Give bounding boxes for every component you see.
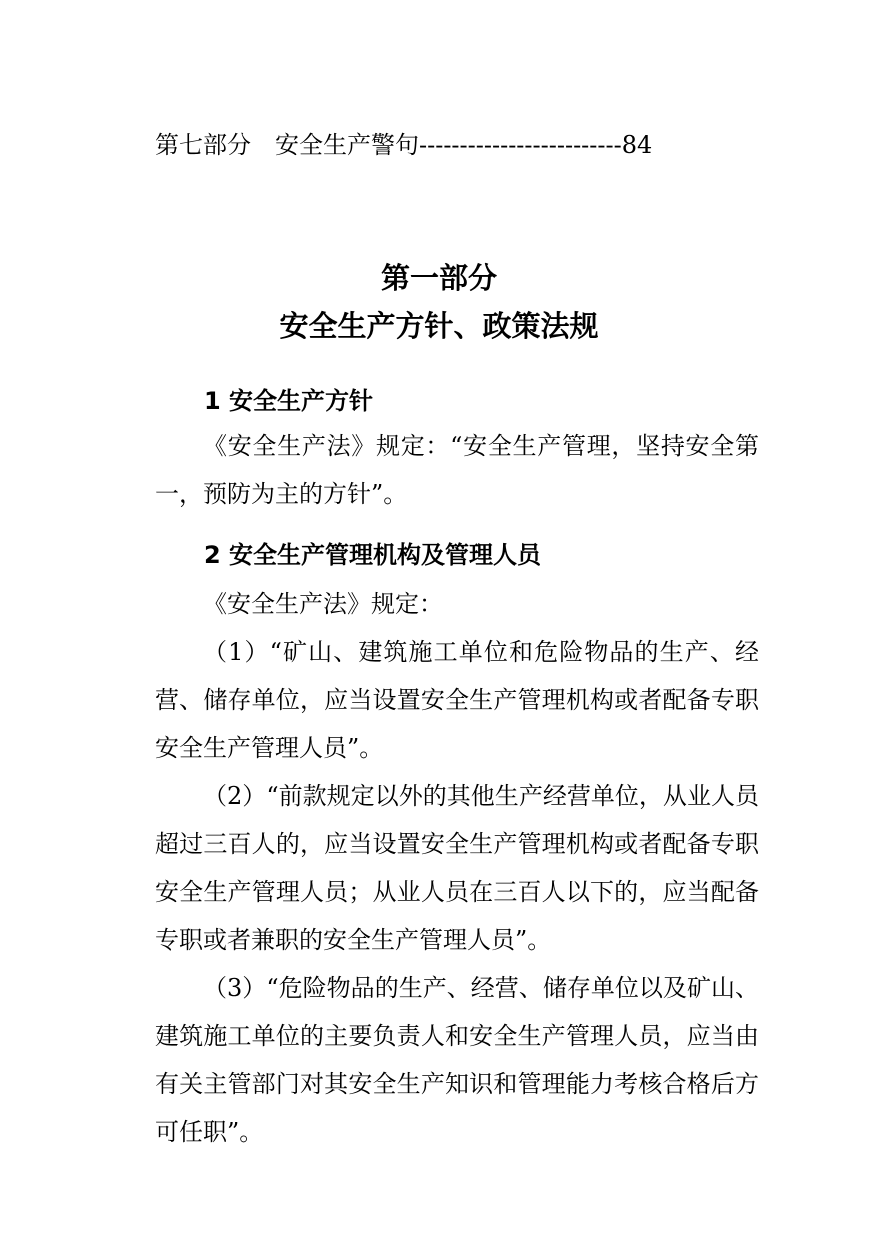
paragraph: 《安全生产法》规定： — [203, 590, 443, 618]
section-heading: 1 安全生产方针 — [204, 387, 374, 415]
part-title: 第一部分 — [380, 261, 497, 295]
paragraph: （1）“矿山、建筑施工单位和危险物品的生产、经营、储存单位，应当设置安全生产管理机构或者配备专职安全生产管理人员”。 — [155, 638, 759, 762]
toc-entry: 第七部分 安全生产警句-------------------------84 — [155, 131, 653, 159]
section-heading: 2 安全生产管理机构及管理人员 — [204, 541, 542, 569]
paragraph: （3）“危险物品的生产、经营、储存单位以及矿山、建筑施工单位的主要负责人和安全生产管理人员，应当由有关主管部门对其安全生产知识和管理能力考核合格后方可任职”。 — [155, 974, 759, 1146]
part-subtitle: 安全生产方针、政策法规 — [279, 309, 599, 343]
paragraph: 《安全生产法》规定：“安全生产管理，坚持安全第一，预防为主的方针”。 — [155, 432, 759, 508]
paragraph: （2）“前款规定以外的其他生产经营单位，从业人员超过三百人的，应当设置安全生产管理机构或者配备专职安全生产管理人员；从业人员在三百人以下的，应当配备专职或者兼职的安全生产管理人员”。 — [155, 782, 759, 954]
